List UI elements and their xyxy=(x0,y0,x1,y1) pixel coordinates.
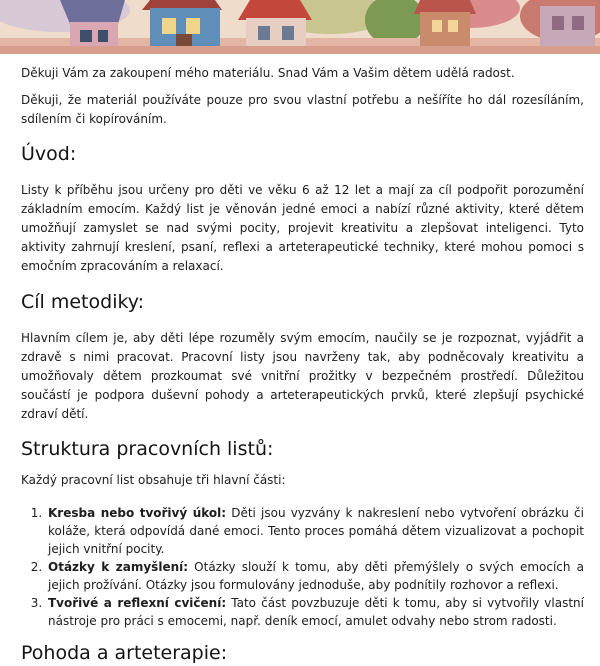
list-item-title: Tvořivé a reflexní cvičení: xyxy=(48,596,227,610)
list-item xyxy=(46,504,584,558)
uvod-paragraph: Listy k příběhu jsou určeny pro děti ve věku 6 až 12 let a mají za cíl podpořit porozumění základním emocím. Každý list je věnován jedné emoci a nabízí různé aktivity, které dětem umožňují zamyslet se nad svými pocity, projevit kreativitu a zlepšovat inteligenci. Tyto aktivity zahrnují kreslení, psaní, reflexi a arteterapeutické techniky, které mohou pomoci s emočním zpracováním a relaxací. xyxy=(21,183,584,273)
usage-paragraph: Děkuji, že materiál používáte pouze pro svou vlastní potřebu a nešíříte ho dál rozesíláním, sdílením či kopírováním. xyxy=(21,93,584,126)
thanks-paragraph: Děkuji Vám za zakoupení mého materiálu. Snad Vám a Vašim dětem udělá radost. xyxy=(21,66,515,80)
list-item xyxy=(46,558,584,594)
list-item-text: Děti jsou vyzvány k nakreslení nebo vytvoření obrázku či koláže, která odpovídá dané emoci. Tento proces pomáhá dětem vizualizovat a pochopit jejich vnitřní pocity. xyxy=(48,506,584,556)
document-body xyxy=(21,64,584,666)
heading-pohoda: Pohoda a arteterapie: xyxy=(21,642,228,664)
struktura-intro: Každý pracovní list obsahuje tři hlavní části: xyxy=(21,473,286,487)
list-item-text: Otázky slouží k tomu, aby děti přemýšlely o svých emocích a jejich prožívání. Otázky jsou formulovány jednoduše, aby podnítily rozhovor a reflexi. xyxy=(48,560,584,592)
heading-struktura: Struktura pracovních listů: xyxy=(21,438,274,460)
structure-list xyxy=(21,504,584,630)
heading-cil: Cíl metodiky: xyxy=(21,291,145,313)
header-illustration xyxy=(0,0,600,54)
cil-paragraph: Hlavním cílem je, aby děti lépe rozuměly svým emocím, naučily se je rozpoznat, vyjádřit a zdravě s nimi pracovat. Pracovní listy jsou navrženy tak, aby podněcovaly kreativitu a umožňovaly dětem prozkoumat své vnitřní prožitky v bezpečném prostředí. Důležitou součástí je podpora duševní pohody a arteterapeutických prvků, které zlepšují psychické zdraví dětí. xyxy=(21,331,584,421)
list-item xyxy=(46,594,584,630)
heading-uvod: Úvod: xyxy=(21,143,77,165)
list-item-title: Otázky k zamyšlení: xyxy=(48,560,189,574)
list-item-text: Tato část povzbuzuje děti k tomu, aby si vytvořily vlastní nástroje pro práci s emocemi, např. deník emocí, amulet odvahy nebo strom radosti. xyxy=(48,596,584,628)
list-item-title: Kresba nebo tvořivý úkol: xyxy=(48,506,227,520)
